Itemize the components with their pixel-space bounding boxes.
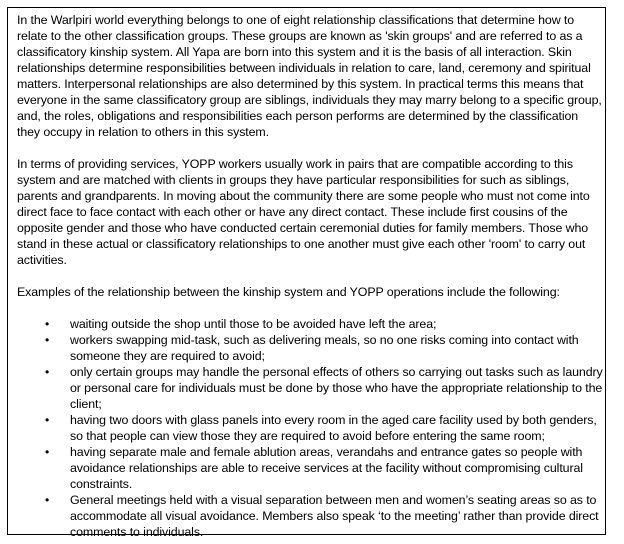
bullet-icon: •: [45, 317, 50, 331]
list-item-text: having two doors with glass panels into every room in the aged care facility used by both genders, so that people can view those they are required to avoid before entering the same room;: [70, 413, 597, 443]
bullet-icon: •: [45, 365, 50, 379]
bullet-icon: •: [45, 493, 50, 507]
bullet-icon: •: [45, 333, 50, 347]
list-item: [17, 316, 603, 332]
bullet-icon: •: [45, 413, 50, 427]
list-item: [17, 444, 603, 492]
list-item-text: General meetings held with a visual separation between men and women’s seating areas so as to accommodate all visual avoidance. Members also speak ‘to the meeting’ rather than provide direct comments to individuals.: [70, 493, 599, 539]
paragraph-examples-intro: Examples of the relationship between the kinship system and YOPP operations include the following:: [17, 285, 560, 299]
list-item: [17, 332, 603, 364]
document-frame: [7, 7, 606, 539]
list-item-text: waiting outside the shop until those to be avoided have left the area;: [70, 317, 437, 331]
paragraph-providing-services: In terms of providing services, YOPP workers usually work in pairs that are compatible according to this system and are matched with clients in groups they have particular responsibilities for such as siblings, parents and grandparents. In moving about the community there are some people who must not come into direct face to face contact with each other or have any direct contact. These include first cousins of the opposite gender and those who have conducted certain ceremonial duties for family members. Those who stand in these actual or classificatory relationships to one another must give each other 'room' to carry out activities.: [17, 157, 590, 267]
list-item: [17, 492, 603, 540]
paragraph-kinship-system: In the Warlpiri world everything belongs to one of eight relationship classifications that determine how to relate to the other classification groups. These groups are known as 'skin groups' and are referred to as a classificatory kinship system. All Yapa are born into this system and it is the basis of all interaction. Skin relationships determine responsibilities between individuals in relation to care, land, ceremony and spiritual matters. Interpersonal relationships are also determined by this system. In practical terms this means that everyone in the same classificatory group are siblings, individuals they may marry belong to a specific group, and, the roles, obligations and responsibilities each person performs are determined by the classification they occupy in relation to others in this system.: [17, 13, 602, 139]
list-item-text: only certain groups may handle the personal effects of others so carrying out tasks such as laundry or personal care for individuals must be done by those who have the appropriate relationship to the client;: [70, 365, 603, 411]
list-item: [17, 412, 603, 444]
list-item-text: workers swapping mid-task, such as delivering meals, so no one risks coming into contact with someone they are required to avoid;: [70, 333, 579, 363]
list-item-text: having separate male and female ablution areas, verandahs and entrance gates so people with avoidance relationships are able to receive services at the facility without compromising cultural constraints.: [70, 445, 583, 491]
document-body: [17, 12, 603, 540]
list-item: [17, 364, 603, 412]
bullet-icon: •: [45, 445, 50, 459]
examples-list: [17, 316, 603, 540]
